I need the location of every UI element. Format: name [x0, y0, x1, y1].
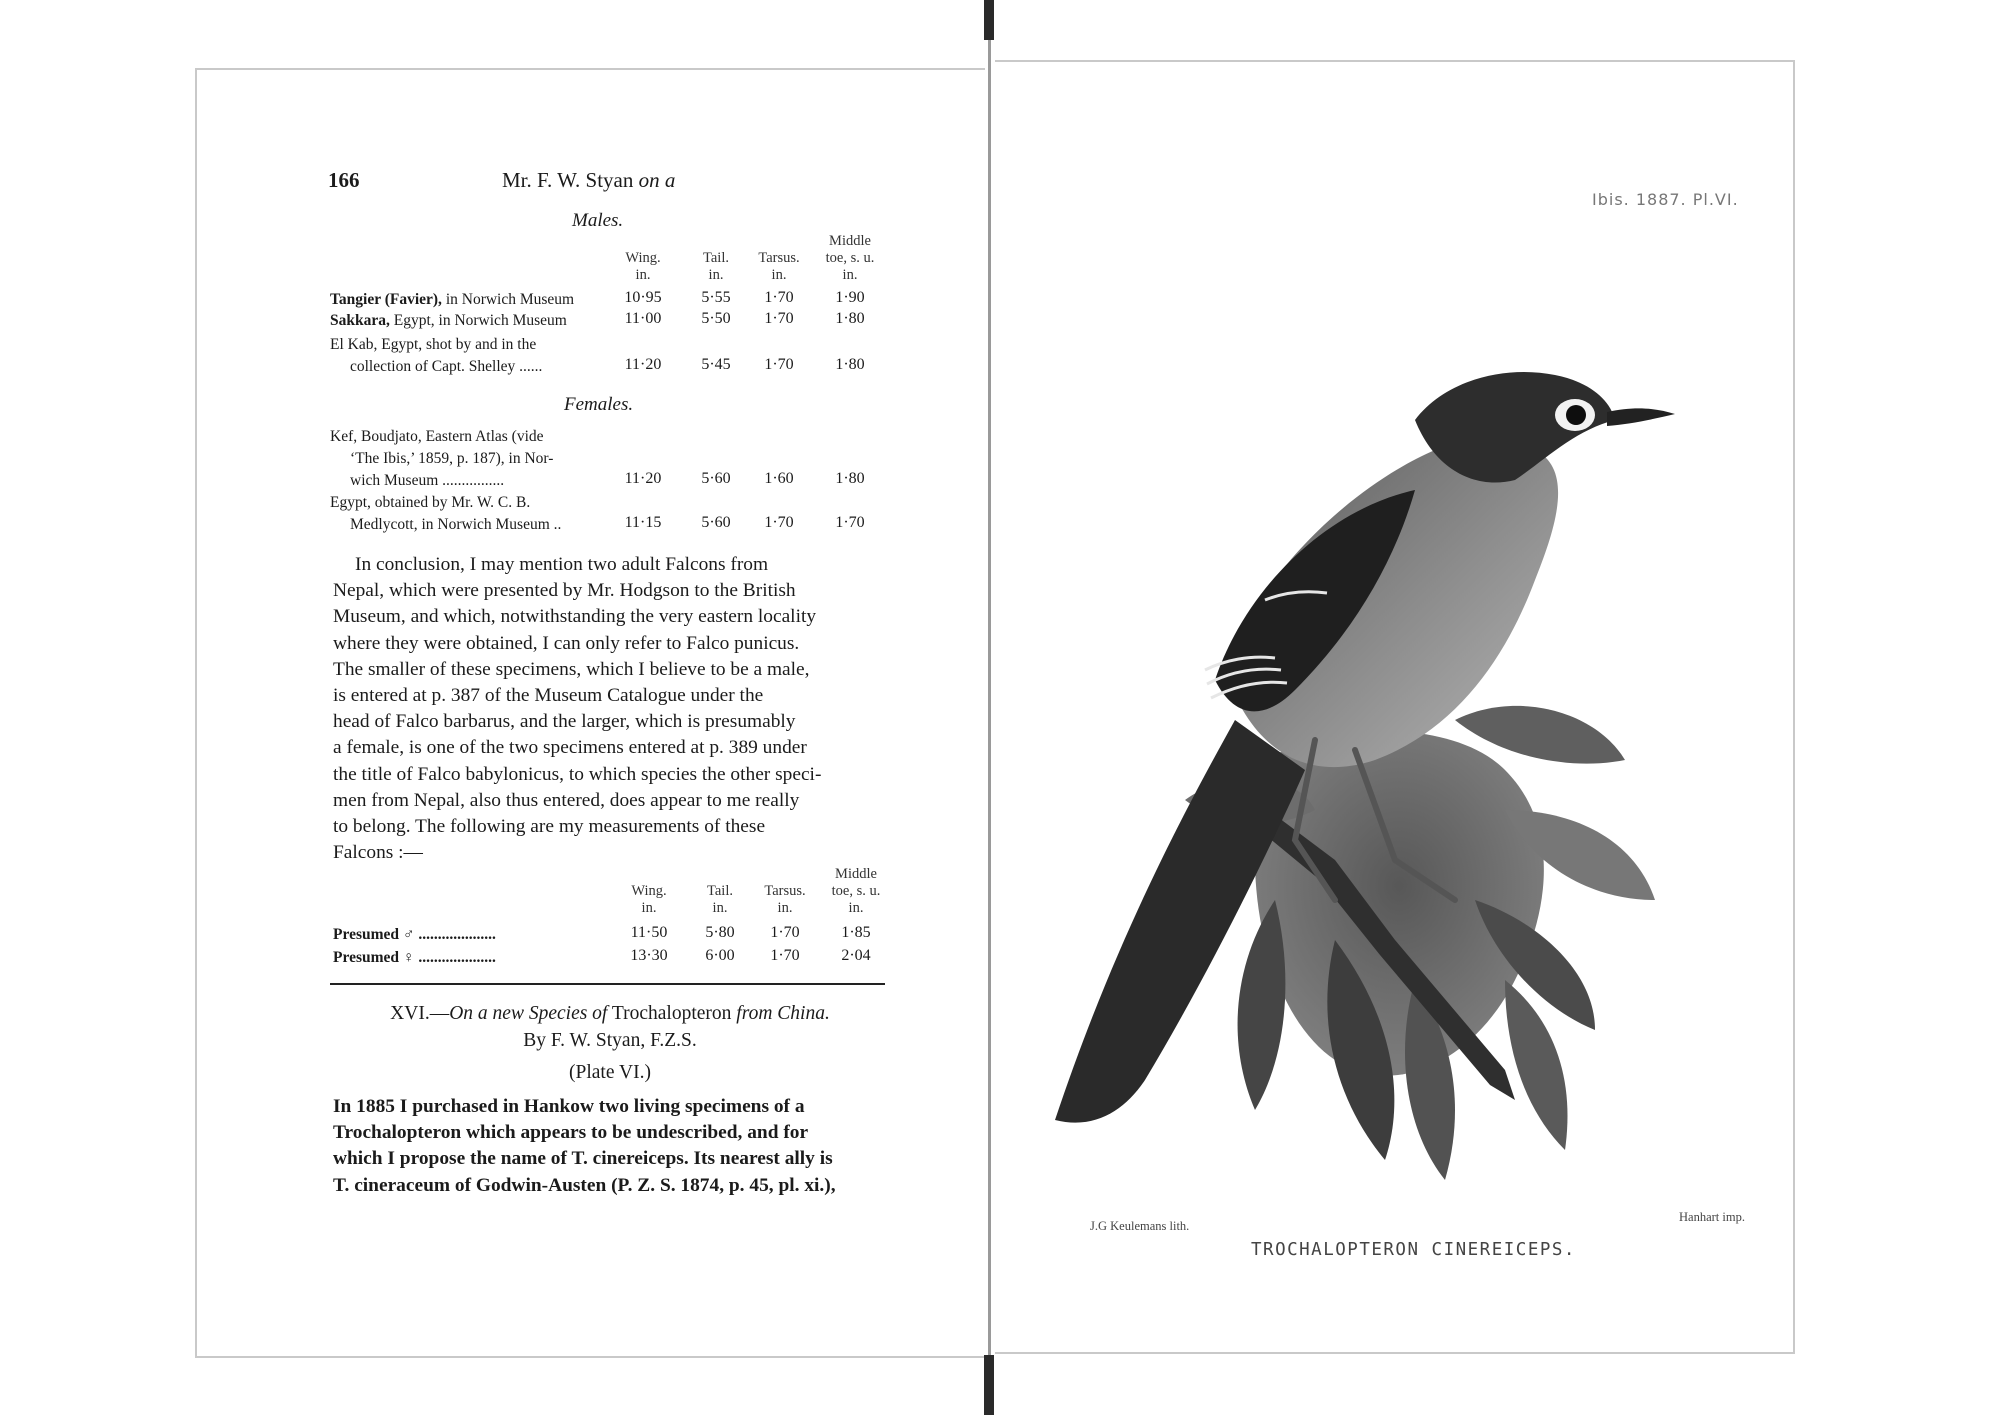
females-r2-tail: 5·60 — [701, 514, 731, 531]
females-r2-toe: 1·70 — [835, 514, 865, 531]
males-row-2-label — [330, 310, 567, 332]
falcons-row-1-label: Presumed ♂ .................... — [333, 926, 496, 943]
females-row-1-label-line1: Kef, Boudjato, Eastern Atlas (vide — [330, 428, 544, 445]
col-unit: in. — [842, 267, 858, 283]
col-name: Wing. — [631, 883, 667, 899]
females-row-1-label-line2: ‘The Ibis,’ 1859, p. 187), in Nor- — [350, 450, 554, 467]
col-unit: in. — [708, 267, 724, 283]
bird-eye — [1566, 405, 1586, 425]
males-col-middle-toe — [814, 233, 886, 284]
para-line-2: Nepal, which were presented by Mr. Hodgson to the British — [333, 580, 796, 602]
col-unit: in. — [777, 900, 793, 916]
col-name-line1: Middle — [835, 866, 877, 882]
col-unit: in. — [635, 267, 651, 283]
col-name: Tail. — [703, 250, 729, 266]
running-title-tail: on a — [638, 168, 676, 192]
conclusion-paragraph — [333, 552, 879, 866]
males-col-tarsus — [746, 250, 812, 284]
left-page — [0, 0, 990, 1415]
running-title-author: Mr. F. W. Styan — [502, 168, 634, 192]
males-r2-toe: 1·80 — [835, 310, 865, 327]
falcons-col-middle-toe — [820, 866, 892, 917]
col-name-line1: Middle — [829, 233, 871, 249]
para-line-3: Museum, and which, notwithstanding the very eastern locality — [333, 606, 817, 628]
col-unit: in. — [712, 900, 728, 916]
place: Tangier (Favier), — [330, 291, 442, 308]
article-number: XVI.— — [390, 1003, 450, 1024]
opening-line-2: Trochalopteron which appears to be undescribed, and for — [333, 1122, 809, 1144]
place-rest: in Norwich Museum — [441, 291, 575, 308]
males-r1-tail: 5·55 — [701, 289, 731, 306]
col-name: toe, s. u. — [831, 883, 881, 899]
falcons-row-2-label: Presumed ♀ .................... — [333, 949, 496, 966]
falcons-col-tarsus — [752, 883, 818, 917]
para-line-8: a female, is one of the two specimens entered at p. 389 under — [333, 737, 807, 759]
males-col-tail — [688, 250, 744, 284]
col-name: toe, s. u. — [825, 250, 875, 266]
males-r2-wing: 11·00 — [624, 310, 662, 327]
males-r1-tarsus: 1·70 — [764, 289, 794, 306]
bird-beak — [1607, 408, 1675, 426]
females-r1-tail: 5·60 — [701, 470, 731, 487]
falcons-r1-tail: 5·80 — [705, 924, 735, 941]
opening-line-1: In 1885 I purchased in Hankow two living specimens of a — [333, 1096, 805, 1117]
credit-lithographer: J.G Keulemans lith. — [1090, 1219, 1190, 1233]
falcons-r2-toe: 2·04 — [841, 947, 871, 964]
falcons-r2-tarsus: 1·70 — [770, 947, 800, 964]
females-heading: Females. — [564, 394, 634, 415]
falcons-r1-toe: 1·85 — [841, 924, 871, 941]
plate-reference: (Plate VI.) — [569, 1062, 651, 1083]
males-r3-tail: 5·45 — [701, 356, 731, 373]
para-line-12: Falcons :— — [333, 842, 423, 864]
opening-line-3: which I propose the name of T. cinereiceps. Its nearest ally is — [333, 1148, 833, 1170]
males-heading: Males. — [572, 210, 624, 231]
place-rest: Egypt, in Norwich Museum — [389, 312, 567, 329]
females-r1-toe: 1·80 — [835, 470, 865, 487]
females-row-2-label-line2: Medlycott, in Norwich Museum .. — [350, 516, 562, 533]
males-r1-toe: 1·90 — [835, 289, 865, 306]
para-line-6: is entered at p. 387 of the Museum Catalogue under the — [333, 685, 764, 707]
col-name: Tarsus. — [758, 250, 800, 266]
article-title — [320, 1000, 900, 1027]
males-r1-wing: 10·95 — [624, 289, 662, 306]
para-line-4: where they were obtained, I can only refer to Falco punicus. — [333, 632, 800, 654]
col-name: Tarsus. — [764, 883, 806, 899]
col-unit: in. — [771, 267, 787, 283]
article-opening — [333, 1094, 879, 1199]
section-rule — [330, 983, 885, 985]
falcons-r2-wing: 13·30 — [630, 947, 668, 964]
males-row-1-label — [330, 289, 574, 311]
col-unit: in. — [848, 900, 864, 916]
article-title-genus: Trochalopteron — [607, 1003, 737, 1024]
females-r1-tarsus: 1·60 — [764, 470, 794, 487]
right-page — [995, 0, 2000, 1415]
credit-printer: Hanhart imp. — [1679, 1210, 1745, 1224]
page-number: 166 — [328, 168, 360, 192]
plate-caption: TROCHALOPTERON CINEREICEPS. — [1251, 1240, 1576, 1260]
falcons-col-wing — [618, 883, 680, 917]
females-r2-tarsus: 1·70 — [764, 514, 794, 531]
para-line-10: men from Nepal, also thus entered, does appear to me really — [333, 789, 800, 811]
falcons-r1-tarsus: 1·70 — [770, 924, 800, 941]
falcons-col-tail — [692, 883, 748, 917]
falcons-r1-wing: 11·50 — [630, 924, 668, 941]
place: Sakkara, — [330, 312, 390, 329]
females-row-1-label-line3: wich Museum ................ — [350, 472, 505, 489]
males-r2-tarsus: 1·70 — [764, 310, 794, 327]
running-title — [502, 168, 675, 193]
article-title-a: On a new Species of — [449, 1003, 608, 1024]
para-line-1: In conclusion, I may mention two adult Falcons from — [355, 554, 769, 575]
males-row-3-label-line2: collection of Capt. Shelley ...... — [350, 358, 543, 375]
article-byline: By F. W. Styan, F.Z.S. — [523, 1030, 697, 1051]
males-row-3-label-line1: El Kab, Egypt, shot by and in the — [330, 336, 537, 353]
males-r3-tarsus: 1·70 — [764, 356, 794, 373]
para-line-11: to belong. The following are my measurements of these — [333, 816, 766, 838]
col-unit: in. — [641, 900, 657, 916]
col-name: Tail. — [707, 883, 733, 899]
bird-illustration — [1035, 340, 1755, 1200]
females-r1-wing: 11·20 — [624, 470, 662, 487]
males-r2-tail: 5·50 — [701, 310, 731, 327]
article-title-c: from China. — [736, 1003, 830, 1024]
males-r3-wing: 11·20 — [624, 356, 662, 373]
males-col-wing — [612, 250, 674, 284]
males-r3-toe: 1·80 — [835, 356, 865, 373]
falcons-r2-tail: 6·00 — [705, 947, 735, 964]
para-line-5: The smaller of these specimens, which I believe to be a male, — [333, 658, 810, 680]
opening-line-4: T. cineraceum of Godwin-Austen (P. Z. S. 1874, p. 45, pl. xi.), — [333, 1174, 836, 1196]
females-r2-wing: 11·15 — [624, 514, 662, 531]
col-name: Wing. — [625, 250, 661, 266]
para-line-7: head of Falco barbarus, and the larger, which is presumably — [333, 711, 796, 733]
plate-header: Ibis. 1887. Pl.VI. — [1592, 190, 1739, 209]
para-line-9: the title of Falco babylonicus, to which species the other speci- — [333, 763, 822, 785]
females-row-2-label-line1: Egypt, obtained by Mr. W. C. B. — [330, 494, 531, 511]
